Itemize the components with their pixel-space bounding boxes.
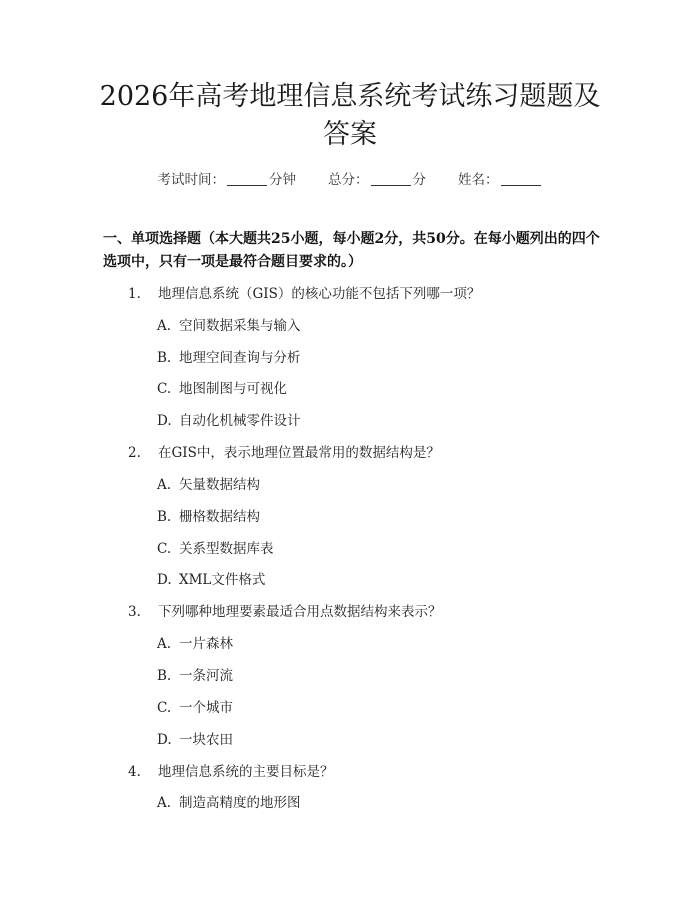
score-blank (371, 185, 411, 186)
option-2d (157, 568, 265, 588)
option-3b (157, 664, 233, 684)
question-number: 1. (128, 286, 141, 302)
option-text: 一条河流 (179, 668, 233, 684)
option-1b (157, 346, 301, 366)
option-3d (157, 728, 233, 748)
score-label: 总分： (328, 172, 369, 188)
question-4 (128, 760, 334, 780)
option-1c (157, 377, 287, 397)
question-text: 在GIS中，表示地理位置最常用的数据结构是？ (158, 445, 440, 461)
option-letter: D. (157, 572, 172, 588)
option-text: 一块农田 (179, 732, 233, 748)
option-letter: D. (157, 732, 172, 748)
option-letter: C. (157, 700, 172, 716)
option-text: XML文件格式 (179, 572, 266, 588)
time-label: 考试时间： (157, 172, 225, 188)
question-3 (128, 600, 442, 620)
question-text: 地理信息系统的主要目标是？ (158, 764, 334, 780)
option-text: 关系型数据库表 (179, 541, 274, 557)
option-text: 矢量数据结构 (179, 477, 260, 493)
option-letter: B. (157, 509, 172, 525)
time-blank (227, 185, 267, 186)
option-letter: A. (157, 636, 172, 652)
option-text: 栅格数据结构 (179, 509, 260, 525)
option-letter: A. (157, 477, 172, 493)
name-label: 姓名： (458, 172, 499, 188)
option-letter: B. (157, 668, 172, 684)
option-1d (157, 409, 301, 429)
option-3c (157, 696, 233, 716)
option-2a (157, 473, 260, 493)
question-1 (128, 282, 480, 302)
option-text: 自动化机械零件设计 (179, 413, 301, 429)
option-4a (157, 791, 301, 811)
option-letter: A. (157, 318, 172, 334)
option-2c (157, 537, 274, 557)
section-heading: 一、单项选择题（本大题共25小题，每小题2分，共50分。在每小题列出的四个选项中，只有一项是最符合题目要求的。） (103, 231, 600, 270)
document-title: 2026年高考地理信息系统考试练习题题及答案 (99, 81, 601, 150)
option-text: 空间数据采集与输入 (179, 318, 301, 334)
option-text: 地图制图与可视化 (179, 381, 287, 397)
option-letter: A. (157, 795, 172, 811)
option-letter: B. (157, 350, 172, 366)
question-number: 3. (128, 604, 141, 620)
option-text: 一个城市 (179, 700, 233, 716)
option-text: 地理空间查询与分析 (179, 350, 301, 366)
option-letter: D. (157, 413, 172, 429)
option-2b (157, 505, 260, 525)
question-text: 地理信息系统（GIS）的核心功能不包括下列哪一项？ (158, 286, 481, 302)
time-unit: 分钟 (269, 172, 296, 188)
option-1a (157, 314, 301, 334)
option-3a (157, 632, 233, 652)
name-blank (501, 185, 541, 186)
question-2 (128, 441, 440, 461)
question-number: 2. (128, 445, 141, 461)
question-text: 下列哪种地理要素最适合用点数据结构来表示？ (158, 604, 442, 620)
option-letter: C. (157, 541, 172, 557)
option-text: 一片森林 (179, 636, 233, 652)
exam-meta-line (0, 168, 700, 188)
score-unit: 分 (412, 172, 426, 188)
question-number: 4. (128, 764, 141, 780)
option-letter: C. (157, 381, 172, 397)
option-text: 制造高精度的地形图 (179, 795, 301, 811)
